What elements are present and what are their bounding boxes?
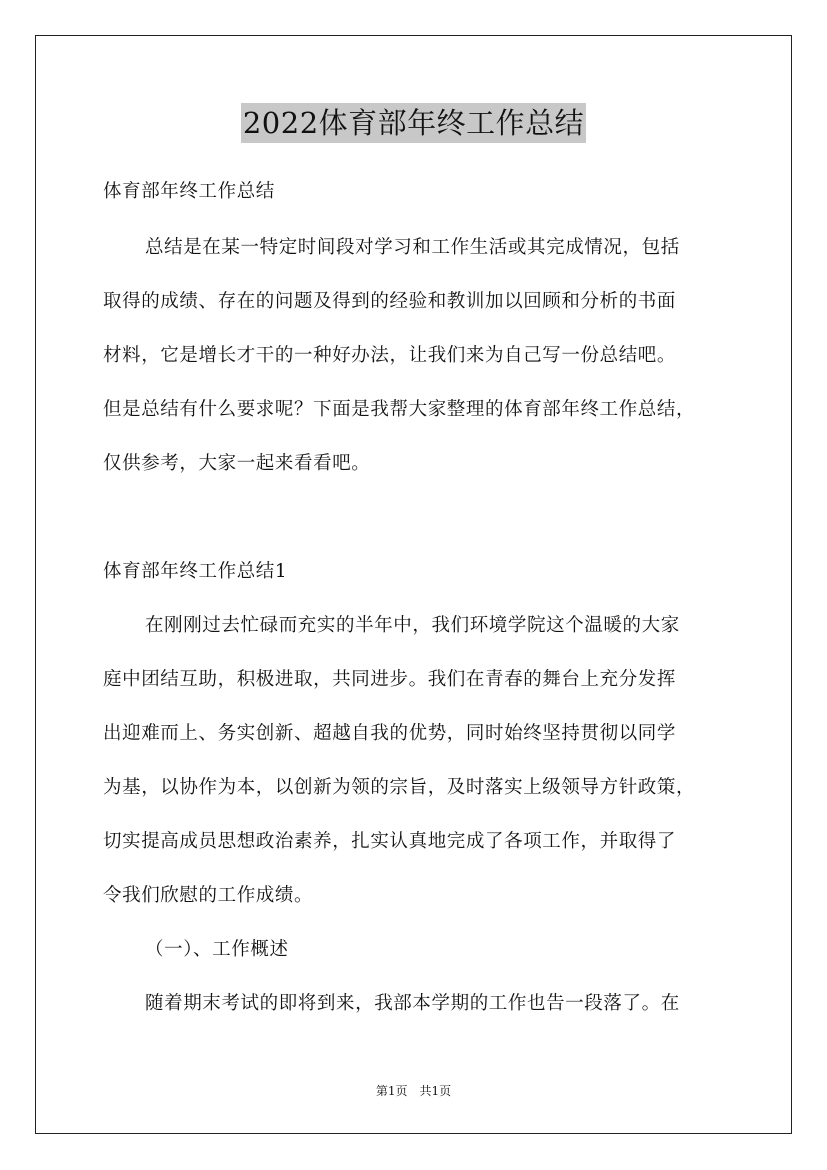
section1-line-3: 出迎难而上、务实创新、超越自我的优势，同时始终坚持贯彻以同学 <box>103 723 677 744</box>
section1-line-1: 在刚刚过去忙碌而充实的半年中，我们环境学院这个温暖的大家 <box>145 615 680 636</box>
section1-line-6: 令我们欣慰的工作成绩。 <box>103 885 314 906</box>
section1-heading: 体育部年终工作总结1 <box>103 561 288 582</box>
main-heading: 体育部年终工作总结 <box>103 181 275 202</box>
intro-line-2: 取得的成绩、存在的问题及得到的经验和教训加以回顾和分析的书面 <box>103 291 677 312</box>
intro-line-1: 总结是在某一特定时间段对学习和工作生活或其完成情况，包括 <box>145 237 680 258</box>
subsection-heading: （一）、工作概述 <box>145 939 289 960</box>
section1-line-5: 切实提高成员思想政治素养，扎实认真地完成了各项工作，并取得了 <box>103 831 677 852</box>
section1-line-4: 为基，以协作为本，以创新为领的宗旨，及时落实上级领导方针政策， <box>103 777 696 798</box>
title-wrap <box>0 103 827 143</box>
intro-line-3: 材料，它是增长才干的一种好办法，让我们来为自己写一份总结吧。 <box>103 345 677 366</box>
document-title: 2022体育部年终工作总结 <box>241 103 586 143</box>
page-footer: 第1页 共1页 <box>375 1084 452 1098</box>
intro-line-4: 但是总结有什么要求呢？下面是我帮大家整理的体育部年终工作总结， <box>103 399 696 420</box>
last-paragraph-line: 随着期末考试的即将到来，我部本学期的工作也告一段落了。在 <box>145 993 680 1014</box>
section1-line-2: 庭中团结互助，积极进取，共同进步。我们在青春的舞台上充分发挥 <box>103 669 677 690</box>
intro-line-5: 仅供参考，大家一起来看看吧。 <box>103 453 371 474</box>
